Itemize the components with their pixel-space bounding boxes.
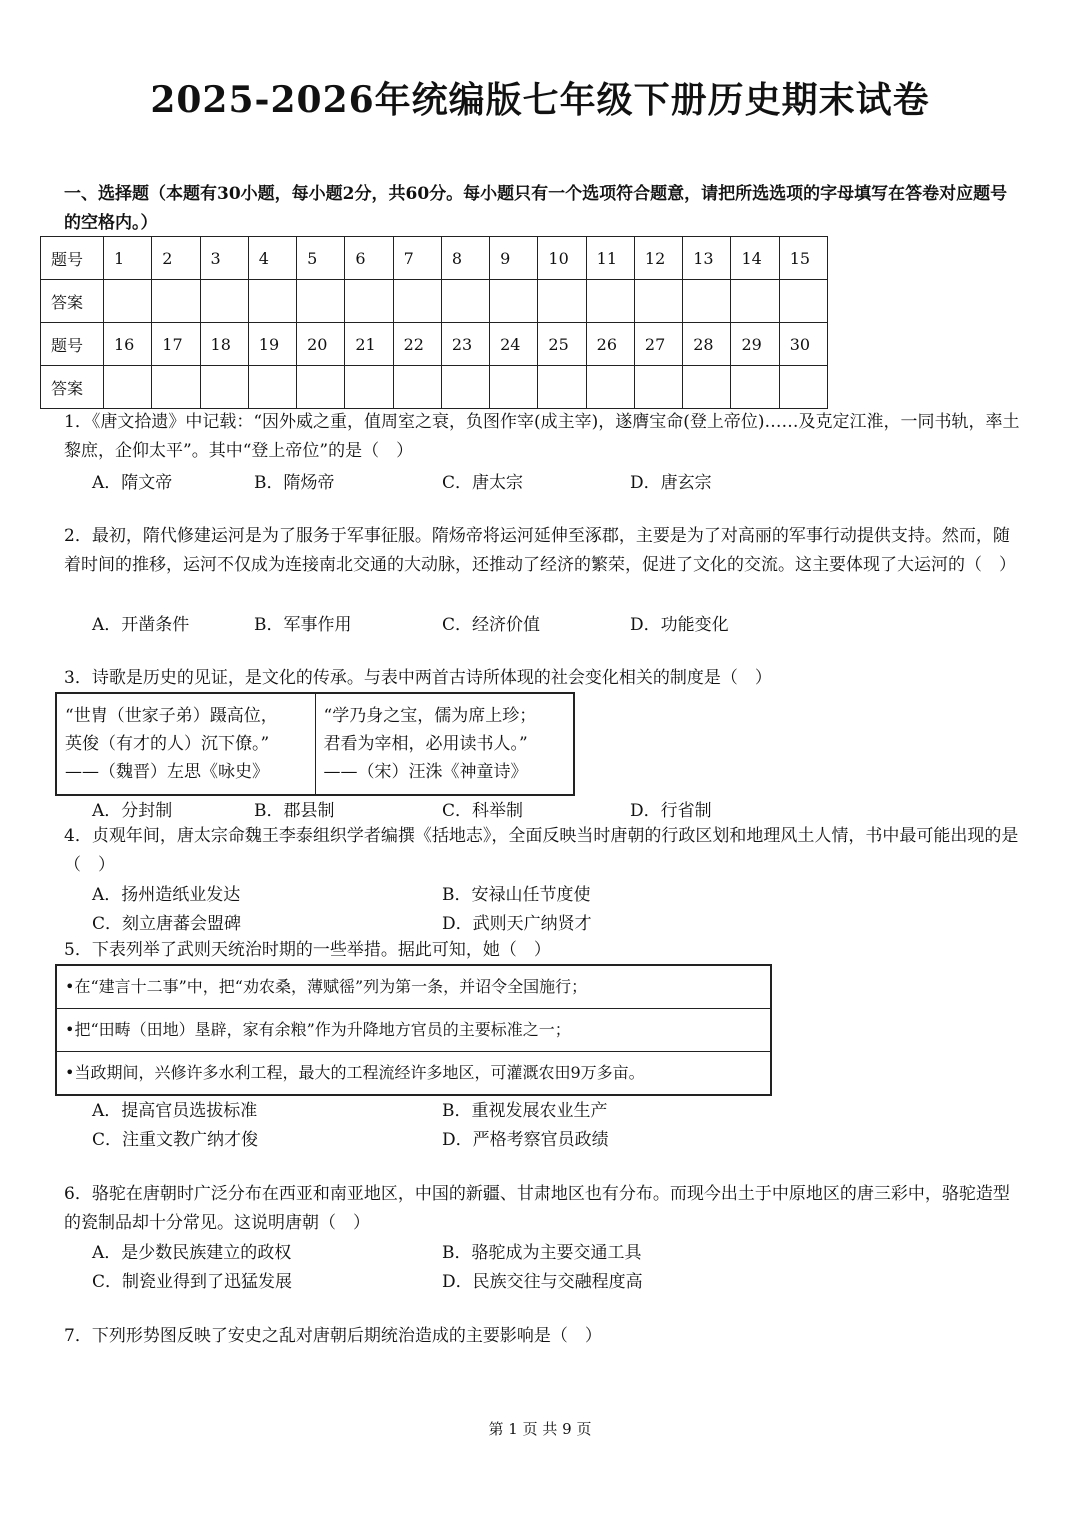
- answer-cell[interactable]: [200, 280, 248, 323]
- question-3: [64, 664, 1024, 693]
- question-6: [64, 1180, 1024, 1238]
- question-number-cell: 12: [634, 237, 682, 280]
- answer-cell[interactable]: [200, 366, 248, 409]
- answer-grid: [40, 236, 828, 409]
- table-row: •把“田畴（田地）垦辟，家有余粮”作为升降地方官员的主要标准之一；: [57, 1008, 770, 1051]
- question-number-cell: 15: [779, 237, 827, 280]
- poem-line: 君看为宰相，必用读书人。”: [323, 734, 528, 754]
- option-d[interactable]: D．武则天广纳贤才: [442, 914, 592, 934]
- question-number-cell: 14: [731, 237, 779, 280]
- question-number-cell: 4: [248, 237, 296, 280]
- answer-cell[interactable]: [345, 280, 393, 323]
- exam-title: 2025-2026年统编版七年级下册历史期末试卷: [150, 79, 930, 121]
- option-a[interactable]: A．隋文帝: [92, 473, 173, 493]
- option-a[interactable]: A．开凿条件: [92, 615, 190, 635]
- option-d[interactable]: D．严格考察官员政绩: [442, 1130, 609, 1150]
- table-row: •当政期间，兴修许多水利工程，最大的工程流经许多地区，可灌溉农田9万多亩。: [57, 1051, 770, 1094]
- question-number-cell: 29: [731, 323, 779, 366]
- question-number-cell: 21: [345, 323, 393, 366]
- table-row: [41, 280, 828, 323]
- question-number-cell: 11: [586, 237, 634, 280]
- answer-cell[interactable]: [248, 366, 296, 409]
- option-c[interactable]: C．刻立唐蕃会盟碑: [92, 914, 242, 934]
- answer-cell[interactable]: [441, 366, 489, 409]
- question-number-cell: 19: [248, 323, 296, 366]
- question-5: [64, 936, 1024, 965]
- question-number-cell: 1: [104, 237, 152, 280]
- answer-cell[interactable]: [152, 280, 200, 323]
- poem-table: [55, 692, 575, 796]
- question-number-cell: 5: [297, 237, 345, 280]
- answer-cell[interactable]: [634, 280, 682, 323]
- answer-cell[interactable]: [297, 280, 345, 323]
- table-row: [41, 237, 828, 280]
- row-label: 题号: [41, 237, 104, 280]
- table-row: •在“建言十二事”中，把“劝农桑，薄赋徭”列为第一条，并诏令全国施行；: [65, 977, 588, 996]
- question-2: [64, 522, 1024, 580]
- question-number-cell: 13: [683, 237, 731, 280]
- poem-source: ——（宋）汪洙《神童诗》: [323, 762, 528, 782]
- poem-line: “学乃身之宝，儒为席上珍；: [323, 706, 537, 726]
- row-label: 题号: [41, 323, 104, 366]
- poem-source: ——（魏晋）左思《咏史》: [65, 762, 269, 782]
- answer-cell[interactable]: [538, 280, 586, 323]
- option-b[interactable]: B．郡县制: [254, 801, 335, 821]
- option-d[interactable]: D．唐玄宗: [630, 473, 712, 493]
- poem-line: 英俊（有才的人）沉下僚。”: [65, 734, 270, 754]
- question-number-cell: 24: [490, 323, 538, 366]
- answer-cell[interactable]: [586, 280, 634, 323]
- question-number-cell: 17: [152, 323, 200, 366]
- option-b[interactable]: B．重视发展农业生产: [442, 1101, 608, 1121]
- question-number-cell: 18: [200, 323, 248, 366]
- table-row: [41, 323, 828, 366]
- option-b[interactable]: B．安禄山任节度使: [442, 885, 591, 905]
- option-a[interactable]: A．是少数民族建立的政权: [92, 1243, 292, 1263]
- question-text: 2．最初，隋代修建运河是为了服务于军事征服。隋炀帝将运河延伸至涿郡，主要是为了对高丽的军事行动提供支持。然而，随着时间的推移，运河不仅成为连接南北交通的大动脉，还推动了经济的繁荣，促进了文化的交流。这主要体现了大运河的（ ）: [64, 526, 1016, 575]
- answer-cell[interactable]: [538, 366, 586, 409]
- question-number-cell: 30: [779, 323, 827, 366]
- question-number-cell: 23: [441, 323, 489, 366]
- poem-cell: [315, 694, 574, 794]
- answer-cell[interactable]: [152, 366, 200, 409]
- answer-cell[interactable]: [731, 280, 779, 323]
- question-number-cell: 2: [152, 237, 200, 280]
- question-text: 4．贞观年间，唐太宗命魏王李泰组织学者编撰《括地志》，全面反映当时唐朝的行政区划和地理风土人情，书中最可能出现的是（ ）: [64, 826, 1019, 875]
- question-text: 7．下列形势图反映了安史之乱对唐朝后期统治造成的主要影响是（ ）: [64, 1326, 602, 1346]
- option-c[interactable]: C．注重文教广纳才俊: [92, 1130, 259, 1150]
- question-text: 5．下表列举了武则天统治时期的一些举措。据此可知，她（ ）: [64, 940, 551, 960]
- table-row: [41, 366, 828, 409]
- question-number-cell: 25: [538, 323, 586, 366]
- answer-cell[interactable]: [683, 280, 731, 323]
- question-text: 6．骆驼在唐朝时广泛分布在西亚和南亚地区，中国的新疆、甘肃地区也有分布。而现今出土于中原地区的唐三彩中，骆驼造型的瓷制品却十分常见。这说明唐朝（ ）: [64, 1184, 1010, 1233]
- question-number-cell: 10: [538, 237, 586, 280]
- answer-cell[interactable]: [586, 366, 634, 409]
- answer-cell[interactable]: [779, 280, 827, 323]
- option-d[interactable]: D．民族交往与交融程度高: [442, 1272, 643, 1292]
- poem-line: “世胄（世家子弟）蹑高位，: [65, 706, 278, 726]
- poem-cell: [57, 694, 315, 794]
- answer-cell[interactable]: [104, 366, 152, 409]
- question-number-cell: 16: [104, 323, 152, 366]
- option-a[interactable]: A．扬州造纸业发达: [92, 885, 241, 905]
- answer-cell[interactable]: [104, 280, 152, 323]
- question-number-cell: 7: [393, 237, 441, 280]
- option-a[interactable]: A．分封制: [92, 801, 173, 821]
- option-c[interactable]: C．制瓷业得到了迅猛发展: [92, 1272, 293, 1292]
- answer-cell[interactable]: [297, 366, 345, 409]
- question-number-cell: 9: [490, 237, 538, 280]
- option-b[interactable]: B．隋炀帝: [254, 473, 335, 493]
- answer-cell[interactable]: [248, 280, 296, 323]
- measures-table: [55, 964, 772, 1096]
- row-label: 答案: [41, 280, 104, 323]
- question-number-cell: 6: [345, 237, 393, 280]
- option-b[interactable]: B．骆驼成为主要交通工具: [442, 1243, 642, 1263]
- answer-cell[interactable]: [490, 280, 538, 323]
- question-text: 1．《唐文拾遗》中记载：“因外威之重，值周室之衰，负图作宰(成主宰)，遂膺宝命(登上帝位)……及克定江淮，一同书轨，率土黎庶，企仰太平”。其中“登上帝位”的是（ ）: [64, 412, 1020, 461]
- row-label: 答案: [41, 366, 104, 409]
- answer-cell[interactable]: [393, 280, 441, 323]
- answer-cell[interactable]: [490, 366, 538, 409]
- question-number-cell: 8: [441, 237, 489, 280]
- question-1: [64, 408, 1024, 466]
- option-d[interactable]: D．行省制: [630, 801, 712, 821]
- answer-cell[interactable]: [779, 366, 827, 409]
- option-c[interactable]: C．经济价值: [442, 615, 541, 635]
- question-4: [64, 822, 1024, 880]
- question-number-cell: 28: [683, 323, 731, 366]
- answer-cell[interactable]: [441, 280, 489, 323]
- option-d[interactable]: D．功能变化: [630, 615, 729, 635]
- question-number-cell: 22: [393, 323, 441, 366]
- answer-cell[interactable]: [345, 366, 393, 409]
- option-c[interactable]: C．科举制: [442, 801, 524, 821]
- answer-cell[interactable]: [634, 366, 682, 409]
- answer-cell[interactable]: [731, 366, 779, 409]
- question-7: [64, 1322, 1024, 1351]
- option-c[interactable]: C．唐太宗: [442, 473, 524, 493]
- question-number-cell: 26: [586, 323, 634, 366]
- question-number-cell: 27: [634, 323, 682, 366]
- question-number-cell: 20: [297, 323, 345, 366]
- page-footer: 第 1 页 共 9 页: [488, 1420, 592, 1438]
- section-heading: 一、选择题（本题有30小题，每小题2分，共60分。每小题只有一个选项符合题意，请把所选选项的字母填写在答卷对应题号的空格内。）: [64, 184, 1008, 233]
- option-b[interactable]: B．军事作用: [254, 615, 352, 635]
- answer-cell[interactable]: [683, 366, 731, 409]
- option-a[interactable]: A．提高官员选拔标准: [92, 1101, 258, 1121]
- question-text: 3．诗歌是历史的见证，是文化的传承。与表中两首古诗所体现的社会变化相关的制度是（ ）: [64, 668, 772, 688]
- question-number-cell: 3: [200, 237, 248, 280]
- answer-cell[interactable]: [393, 366, 441, 409]
